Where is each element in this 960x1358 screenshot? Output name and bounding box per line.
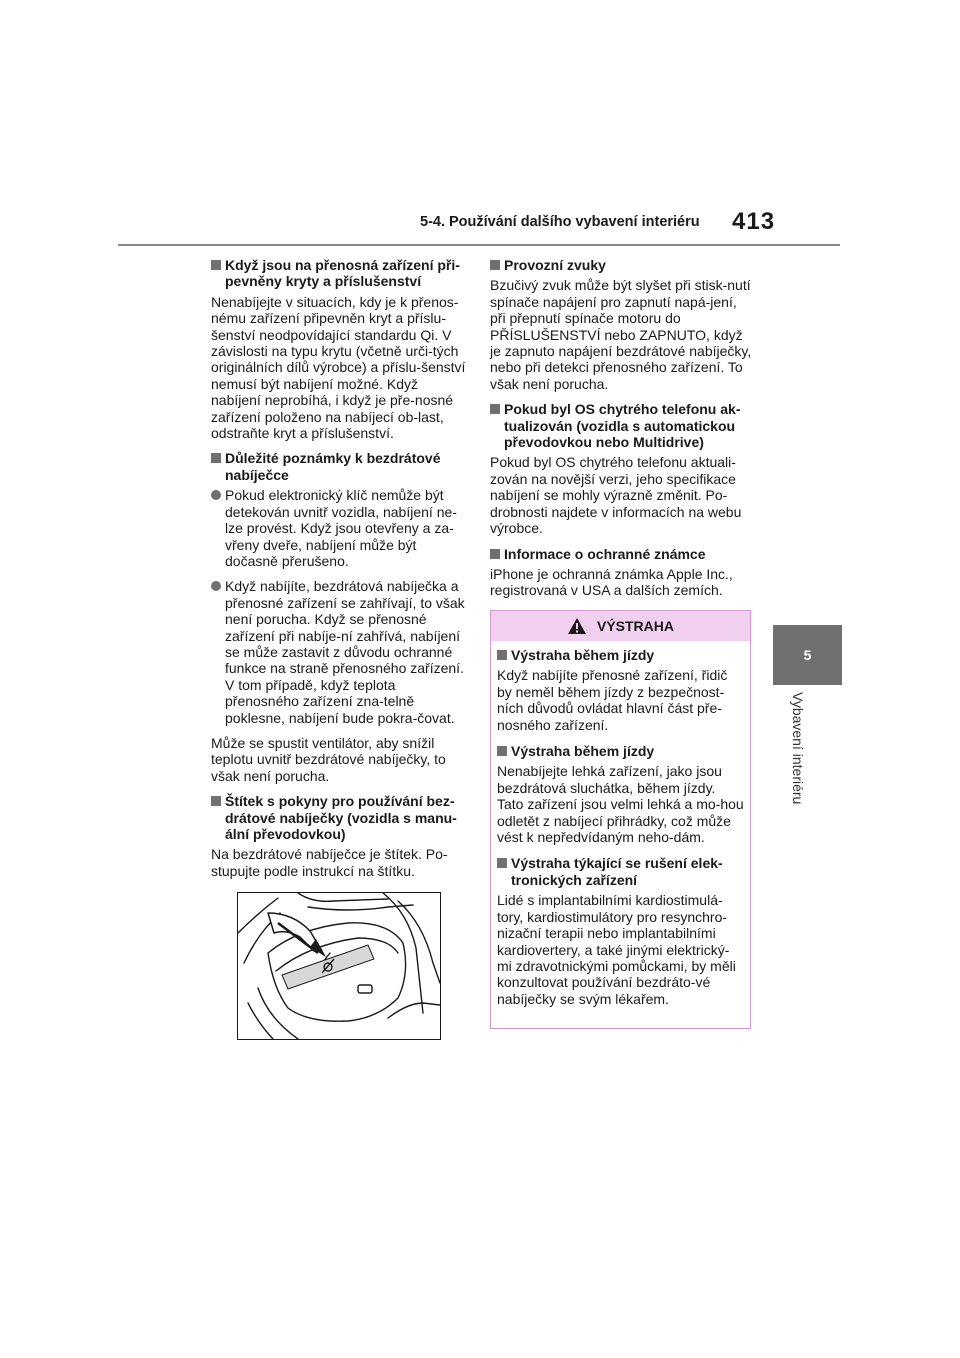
left-column xyxy=(211,257,469,888)
paragraph-label: Na bezdrátové nabíječce je štítek. Po-stupujte podle instrukcí na štítku. xyxy=(211,846,448,879)
section-heading-label: Štítek s pokyny pro používání bez-drátové nabíječky (vozidla s manu-ální převodovkou) xyxy=(211,793,469,842)
warning-text-driving: Když nabíjíte přenosné zařízení, řidič by neměl během jízdy z bezpečnost-ních důvodů ovládat hlavní část pře-nosného zařízení. xyxy=(497,667,728,733)
section-heading-sounds: Provozní zvuky xyxy=(490,257,752,273)
bullet-item-heat: Když nabíjíte, bezdrátová nabíječka a přenosné zařízení se zahřívají, to však není porucha. Když se přenosné zařízení při nabíje-ní zahřívá, nabíjení se může zastavit z důvodu ochranné funkce na straně přenosného zařízení. V tom případě, když teplota přenosného zařízení zna-telně poklesne, nabíjení bude pokra-čovat. xyxy=(211,578,469,726)
right-column xyxy=(490,257,752,608)
paragraph-fan: Může se spustit ventilátor, aby snížil teplotu uvnitř bezdrátové nabíječky, to však není porucha. xyxy=(211,734,446,784)
chapter-tab: 5 xyxy=(773,625,842,685)
warning-text-interference: Lidé s implantabilními kardiostimulá-tory, kardiostimulátory pro resynchro-nizační terapii nebo implantabilními kardiovertery, a také jinými elektrický-mi zdravotnickými pomůckami, by měli konzultovat používání bezdráto-vé nabíječky se svým lékařem. xyxy=(497,892,736,1007)
section-heading-trademark: Informace o ochranné známce xyxy=(490,546,752,562)
warning-heading-driving: Výstraha během jízdy xyxy=(497,647,744,663)
header-section-title: 5-4. Používání dalšího vybavení interiéru xyxy=(420,214,700,230)
section-heading-os-update: Pokud byl OS chytrého telefonu ak-tualizován (vozidla s automatickou převodovkou nebo Multidrive) xyxy=(490,401,752,450)
section-heading-notes: Důležité poznámky k bezdrátové nabíječce xyxy=(211,450,469,483)
warning-text-light-devices: Nenabíjejte lehká zařízení, jako jsou bezdrátová sluchátka, během jízdy. Tato zařízení jsou velmi lehká a mo-hou odletět z nabíjecí přihrádky, což může vést k nepředvídaným neho-dám. xyxy=(497,763,744,846)
warning-header-label: VÝSTRAHA xyxy=(596,618,674,634)
warning-heading-interference: Výstraha týkající se rušení elek-tronických zařízení xyxy=(497,855,744,888)
paragraph-trademark: iPhone je ochranná známka Apple Inc., registrovaná v USA a dalších zemích. xyxy=(490,565,733,599)
header-rule xyxy=(118,244,840,246)
paragraph-covers: Nenabíjejte v situacích, kdy je k přenos-nému zařízení připevněn kryt a příslu-šenství neodpovídající standardu Qi. V závislosti na typu krytu (včetně urči-tých originálních dílů výrobce) a příslu-šenství nemusí být nabíjení možné. Když nabíjení neprobíhá, i když je pře-nosné zařízení položeno na nabíjecí ob-last, odstraňte kryt a příslušenství. xyxy=(211,293,466,442)
paragraph-os-update: Pokud byl OS chytrého telefonu aktuali-zován na novější verzi, jeho specifikace nabíjení se mohly výrazně změnit. Po-drobnosti najdete v informacích na webu výrobce. xyxy=(490,454,742,537)
section-heading-covers: Když jsou na přenosná zařízení při-pevněny kryty a příslušenství xyxy=(211,257,469,290)
bullet-item-key: Pokud elektronický klíč nemůže být detekován uvnitř vozidla, nabíjení ne-lze provést. Když jsou otevřeny a za-vřeny dveře, nabíjení může být dočasně přerušeno. xyxy=(211,487,469,569)
page-number: 413 xyxy=(732,208,776,235)
warning-heading-light-devices: Výstraha během jízdy xyxy=(497,743,744,759)
paragraph-sounds: Bzučivý zvuk může být slyšet při stisk-nutí spínače napájení pro zapnutí napá-jení, při přepnutí spínače motoru do PŘÍSLUŠENSTVÍ nebo ZAPNUTO, když je zapnuto napájení bezdrátové nabíječky, nebo při detekci přenosného zařízení. To však není porucha. xyxy=(490,277,752,392)
warning-triangle-icon xyxy=(567,617,587,635)
chapter-title: Vybavení interiéru xyxy=(790,692,806,805)
wireless-charger-illustration xyxy=(237,892,441,1040)
warning-box xyxy=(490,610,751,1029)
warning-header xyxy=(491,611,750,641)
